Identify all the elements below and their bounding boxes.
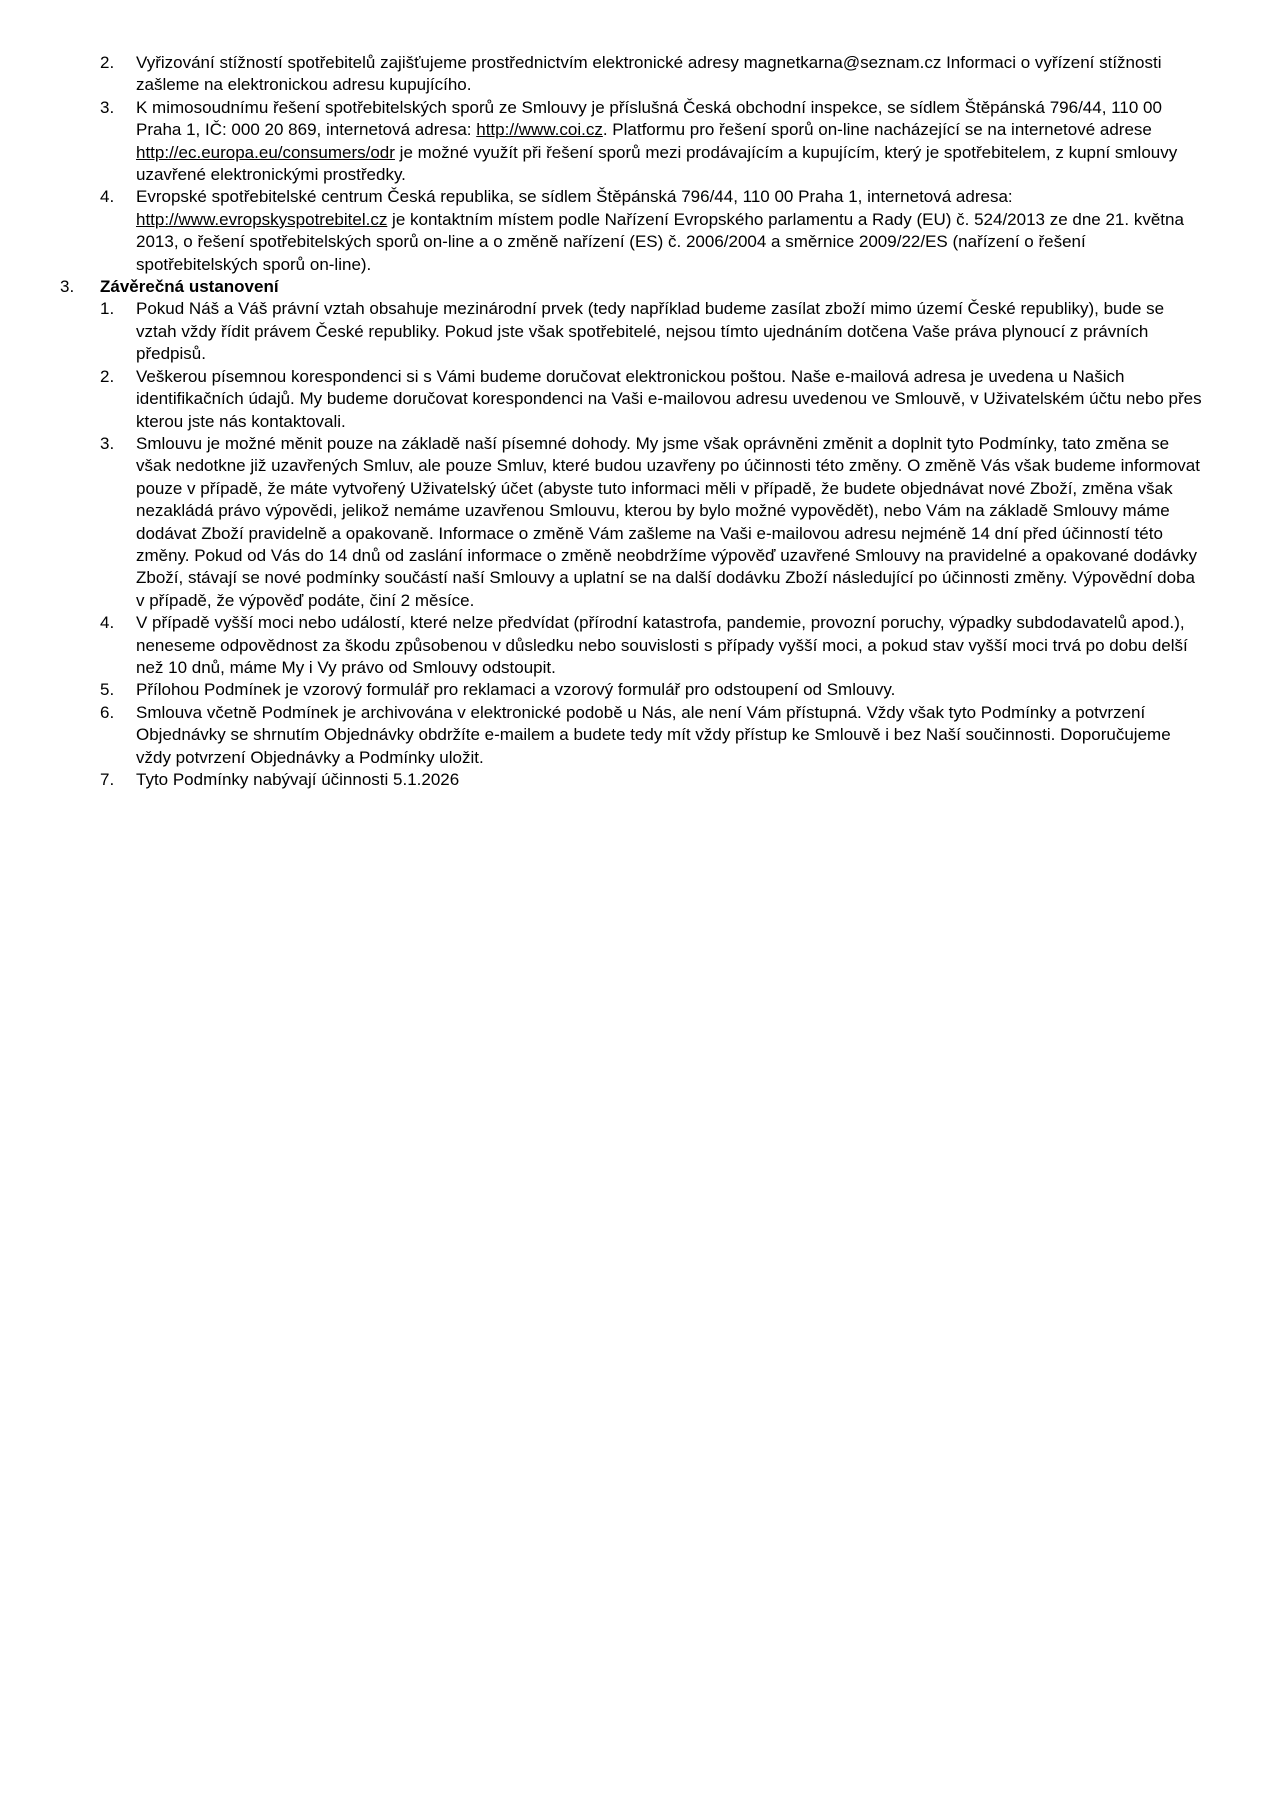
list-item-text: je kontaktním místem podle Nařízení Evropského parlamentu a Rady (EU) č. 524/2013 ze dne 21. května 2013, o řešení spotřebitelských sporů on-line a o změně nařízení (ES) č. 2006/2004 a směrnice 2009/22/ES (nařízení o řešení spotřebitelských sporů on-line).: [136, 209, 1184, 274]
list-item-text: Pokud Náš a Váš právní vztah obsahuje mezinárodní prvek (tedy například budeme zasílat zboží mimo území České republiky), bude se vztah vždy řídit právem České republiky. Pokud jste však spotřebitelé, nejsou tímto ujednáním dotčena Vaše práva plynoucí z právních předpisů.: [136, 299, 1165, 364]
section-title: Závěrečná ustanovení: [100, 277, 279, 297]
list-number: 1.: [100, 299, 115, 319]
list-item-text: Smlouva včetně Podmínek je archivována v elektronické podobě u Nás, ale není Vám přístupná. Vždy však tyto Podmínky a potvrzení Objednávky se shrnutím Objednávky obdržíte e-mailem a budete tedy mít vždy přístup ke Smlouvě i bez Naší součinnosti. Doporučujeme vždy potvrzení Objednávky a Podmínky uložit.: [136, 702, 1171, 767]
list-item-text: Smlouvu je možné měnit pouze na základě naší písemné dohody. My jsme však oprávněni změnit a doplnit tyto Podmínky, tato změna se však nedotkne již uzavřených Smluv, ale pouze Smluv, které budou uzavřeny po účinnosti této změny. O změně Vás však budeme informovat pouze v případě, že máte vytvořený Uživatelský účet (abyste tuto informaci měli v případě, že budete objednávat nové Zboží, změna však nezakládá právo výpovědi, jelikož nemáme uzavřenou Smlouvu, kterou by bylo možné vypovědět), nebo Vám na základě Smlouvy máme dodávat Zboží pravidelně a opakovaně. Informace o změně Vám zašleme na Vaši e-mailovou adresu nejméně 14 dní před účinností této změny. Pokud od Vás do 14 dnů od zaslání informace o změně neobdržíme výpověď uzavřené Smlouvy na pravidelné a opakované dodávky Zboží, stávají se nové podmínky součástí naší Smlouvy a uplatní se na další dodávku Zboží následující po účinnosti změny. Výpovědní doba v případě, že výpověď podáte, činí 2 měsíce.: [136, 433, 1200, 610]
list-item-coi: [0, 97, 1267, 187]
list-item: [0, 702, 1267, 769]
list-item: [0, 298, 1267, 365]
list-item: [0, 769, 1267, 791]
coi-link[interactable]: http://www.coi.cz: [476, 120, 603, 140]
list-item-text: Vyřizování stížností spotřebitelů zajišťujeme prostřednictvím elektronické adresy magnetkarna@seznam.cz Informaci o vyřízení stížnosti zašleme na elektronickou adresu kupujícího.: [136, 53, 1162, 95]
document-page: [0, 52, 1267, 791]
esc-link[interactable]: http://www.evropskyspotrebitel.cz: [136, 209, 388, 229]
list-item-text: V případě vyšší moci nebo událostí, které nelze předvídat (přírodní katastrofa, pandemie, provozní poruchy, výpadky subdodavatelů apod.), neneseme odpovědnost za škodu způsobenou v důsledku nebo souvislosti s případy vyšší moci, a pokud stav vyšší moci trvá po dobu delší než 10 dnů, máme My i Vy právo od Smlouvy odstoupit.: [136, 613, 1188, 677]
list-item: [0, 679, 1267, 701]
list-number: 7.: [100, 770, 115, 789]
section-heading: [0, 276, 1267, 298]
list-number: 3.: [100, 433, 115, 453]
list-number: 2.: [100, 366, 115, 386]
list-number: 4.: [100, 187, 115, 207]
list-number: 5.: [100, 680, 115, 700]
list-item-text: Přílohou Podmínek je vzorový formulář pro reklamaci a vzorový formulář pro odstoupení od Smlouvy.: [136, 680, 896, 700]
list-item-complaints: [0, 52, 1267, 97]
list-item-text: Tyto Podmínky nabývají účinnosti 5.1.2026: [136, 770, 460, 789]
list-item: [0, 612, 1267, 679]
list-number: 4.: [100, 613, 115, 633]
list-number: 6.: [100, 702, 115, 722]
list-item-esc: [0, 186, 1267, 276]
list-item: [0, 433, 1267, 612]
list-item-text: . Platformu pro řešení sporů on-line nacházející se na internetové adrese: [602, 120, 1152, 140]
odr-link[interactable]: http://ec.europa.eu/consumers/odr: [136, 142, 395, 162]
section-number: 3.: [60, 277, 75, 297]
list-number: 3.: [100, 97, 115, 117]
list-item-text: K mimosoudnímu řešení spotřebitelských sporů ze Smlouvy je příslušná Česká obchodní inspekce, se sídlem Štěpánská 796/44, 110 00 Praha 1, IČ: 000 20 869, internetová adresa:: [136, 97, 1162, 140]
list-item: [0, 366, 1267, 433]
list-number: 2.: [100, 53, 115, 72]
list-item-text: Evropské spotřebitelské centrum Česká republika, se sídlem Štěpánská 796/44, 110 00 Praha 1, internetová adresa:: [136, 187, 1013, 207]
list-item-text: Veškerou písemnou korespondenci si s Vámi budeme doručovat elektronickou poštou. Naše e-mailová adresa je uvedena u Našich identifikačních údajů. My budeme doručovat korespondenci na Vaši e-mailovou adresu uvedenou ve Smlouvě, v Uživatelském účtu nebo přes kterou jste nás kontaktovali.: [136, 366, 1202, 431]
list-item-text: je možné využít při řešení sporů mezi prodávajícím a kupujícím, který je spotřebitelem, z kupní smlouvy uzavřené elektronickými prostředky.: [136, 142, 1178, 185]
